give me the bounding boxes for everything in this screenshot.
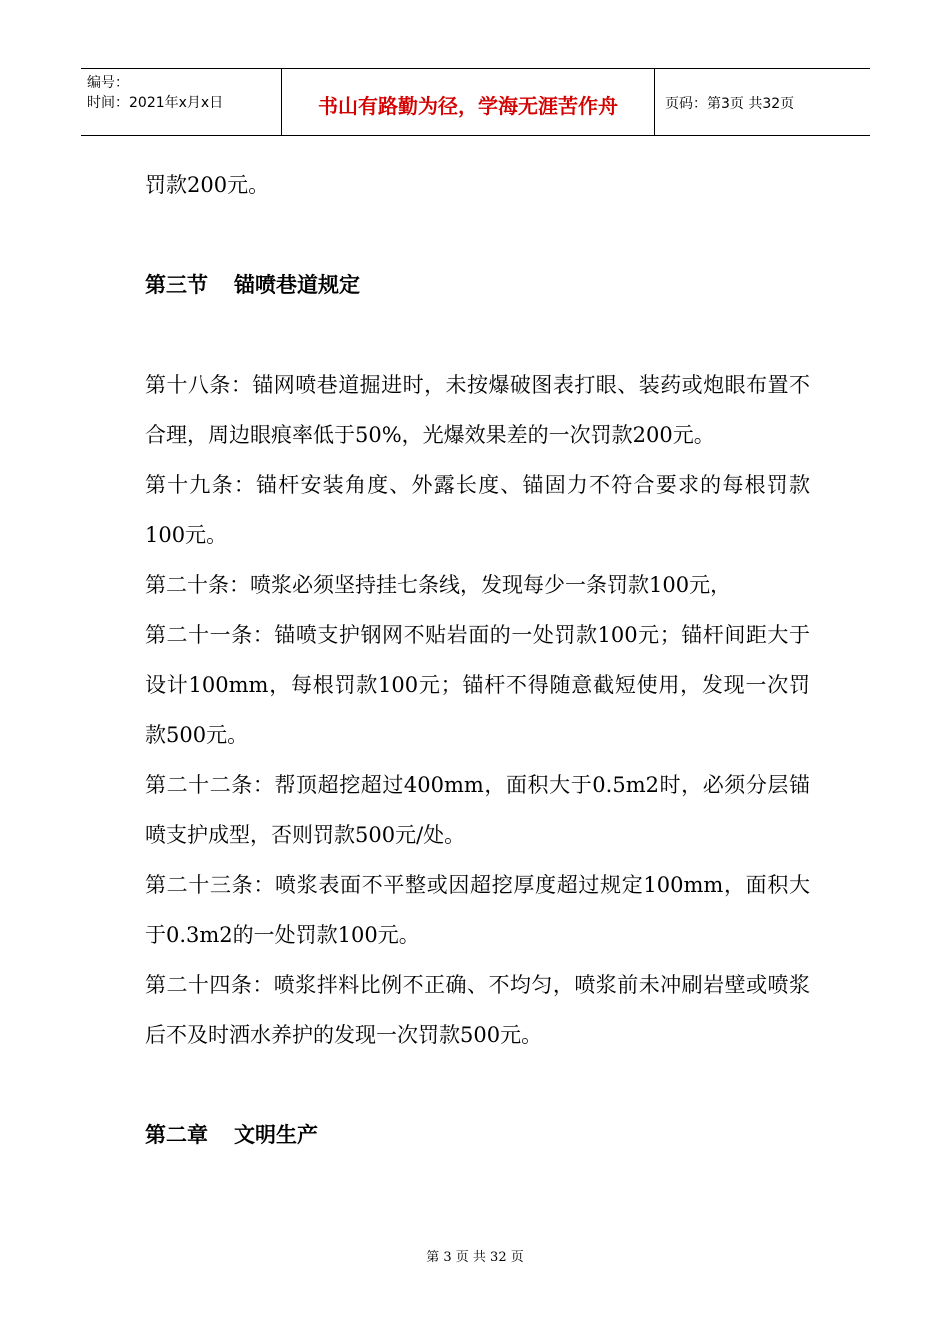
page-footer: 第 3 页 共 32 页 bbox=[426, 1250, 524, 1265]
document-number-label: 编号： bbox=[87, 75, 129, 91]
article-21: 第二十一条：锚喷支护钢网不贴岩面的一处罚款100元；锚杆间距大于设计100mm，每根罚款100元；锚杆不得随意截短使用，发现一次罚款500元。 bbox=[145, 623, 810, 747]
section-number: 第三节 bbox=[145, 273, 208, 297]
article-22: 第二十二条：帮顶超挖超过400mm，面积大于0.5m2时，必须分层锚喷支护成型，否则罚款500元/处。 bbox=[145, 773, 810, 847]
chapter-title: 文明生产 bbox=[234, 1123, 318, 1147]
document-date: 时间：2021年x月x日 bbox=[87, 95, 224, 111]
chapter-number: 第二章 bbox=[145, 1123, 208, 1147]
chapter-heading bbox=[145, 1110, 810, 1160]
article-20: 第二十条：喷浆必须坚持挂七条线，发现每少一条罚款100元， bbox=[145, 573, 732, 597]
section-heading bbox=[145, 260, 810, 310]
article-23: 第二十三条：喷浆表面不平整或因超挖厚度超过规定100mm，面积大于0.3m2的一处罚款100元。 bbox=[145, 873, 810, 947]
header-meta bbox=[81, 69, 282, 135]
article-24: 第二十四条：喷浆拌料比例不正确、不均匀，喷浆前未冲刷岩壁或喷浆后不及时洒水养护的发现一次罚款500元。 bbox=[145, 973, 810, 1047]
paragraph-intro: 罚款200元。 bbox=[145, 173, 270, 197]
section-title: 锚喷巷道规定 bbox=[234, 273, 360, 297]
page-header bbox=[81, 68, 870, 136]
article-18: 第十八条：锚网喷巷道掘进时，未按爆破图表打眼、装药或炮眼布置不合理，周边眼痕率低于50%，光爆效果差的一次罚款200元。 bbox=[145, 373, 810, 447]
header-page-info: 页码：第3页 共32页 bbox=[665, 96, 795, 112]
article-19: 第十九条：锚杆安装角度、外露长度、锚固力不符合要求的每根罚款100元。 bbox=[145, 473, 810, 547]
header-motto: 书山有路勤为径，学海无涯苦作舟 bbox=[282, 69, 655, 135]
document-body bbox=[145, 160, 810, 1160]
